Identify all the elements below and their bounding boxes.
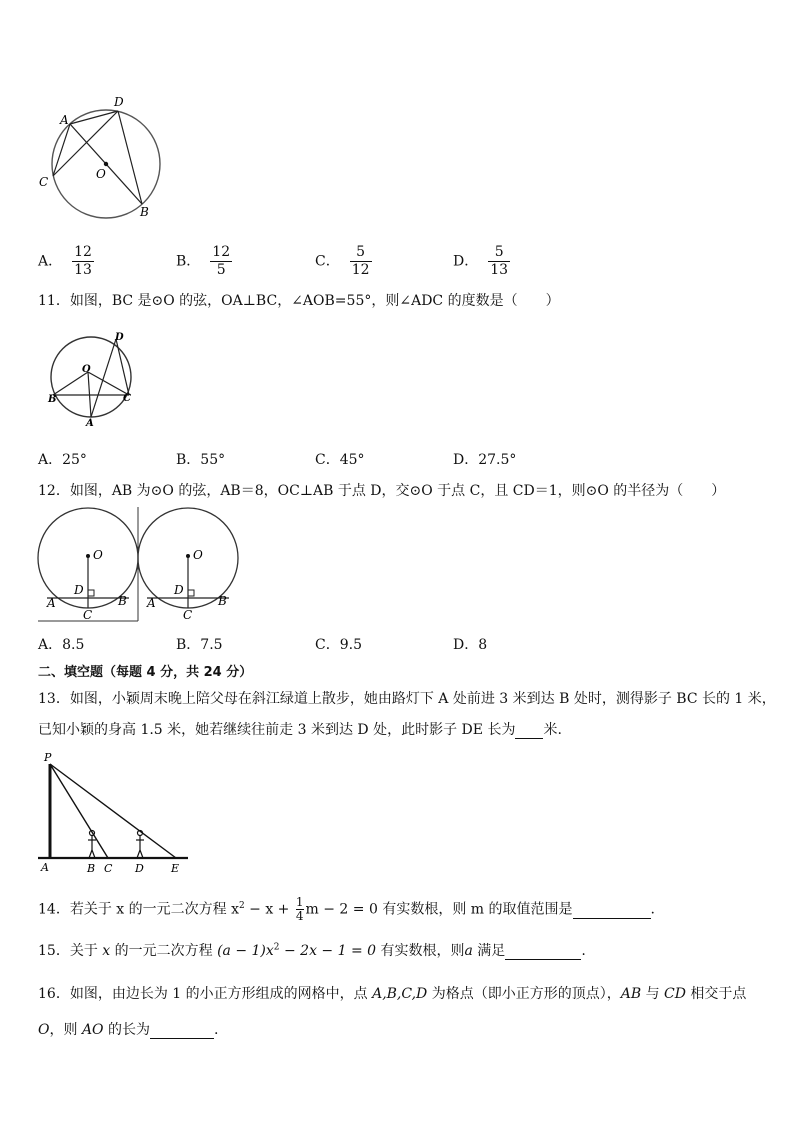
label-c: C	[39, 175, 49, 189]
left-label-d: D	[74, 583, 84, 597]
q11-option-a[interactable]: A．25°	[38, 452, 87, 468]
ray-pe	[50, 764, 176, 858]
denominator: 13	[490, 262, 509, 278]
label-d: D	[115, 332, 124, 343]
q11-circle-figure	[44, 330, 144, 430]
q15-exponent: 2	[273, 942, 280, 953]
q16-answer-blank[interactable]	[150, 1022, 214, 1039]
q10-option-d[interactable]	[453, 244, 510, 279]
segment-ob	[53, 372, 88, 395]
q13-unit: 米.	[543, 722, 562, 738]
section-heading-fill-in: 二、填空题（每题 4 分，共 24 分）	[38, 665, 253, 680]
q16-period: .	[213, 1022, 219, 1038]
option-letter: C．	[315, 253, 340, 270]
q15-var-a: a	[464, 943, 473, 959]
q12-option-c[interactable]: C．9.5	[315, 637, 362, 653]
q11-option-c[interactable]: C．45°	[315, 452, 365, 468]
left-label-b: B	[118, 594, 127, 608]
q13-lamp-figure	[36, 750, 196, 875]
label-a: A	[60, 113, 69, 127]
label-o: O	[82, 364, 91, 375]
q12-figure	[34, 505, 244, 625]
label-b: B	[48, 394, 57, 405]
q14-eq-end: m − 2 = 0	[305, 901, 378, 918]
right-label-o: O	[193, 548, 203, 562]
fraction	[350, 244, 372, 279]
label-d: D	[135, 862, 144, 875]
right-label-a: A	[147, 596, 156, 610]
q16-text6: 的长为	[103, 1022, 150, 1038]
q14-prefix: 14．若关于 x 的一元二次方程	[38, 901, 232, 918]
q14-period: .	[650, 901, 655, 918]
denominator: 5	[216, 262, 226, 278]
label-o: O	[96, 167, 106, 181]
q16-ab: AB	[620, 986, 642, 1002]
segment-dc	[116, 339, 129, 395]
q14-question	[38, 896, 655, 923]
option-letter: B．	[176, 253, 201, 270]
right-right-angle	[188, 590, 194, 596]
q13-line1: 13．如图，小颖周末晚上陪父母在斜江绿道上散步，她由路灯下 A 处前进 3 米到达 B 处时，测得影子 BC 长的 1 米，	[38, 691, 776, 707]
numerator: 12	[74, 244, 92, 260]
q15-period: .	[581, 943, 586, 959]
q13-line2	[38, 719, 562, 739]
q14-exponent: 2	[238, 900, 245, 911]
option-letter: D．	[453, 253, 479, 270]
q16-text5: ，则	[49, 1022, 82, 1038]
q10-option-a[interactable]	[38, 244, 94, 279]
denominator: 4	[295, 909, 304, 923]
numerator: 1	[295, 895, 304, 909]
label-c: C	[104, 862, 113, 875]
right-center	[186, 554, 190, 558]
left-center	[86, 554, 90, 558]
q15-eq-rest: − 2x − 1 = 0	[279, 943, 377, 959]
left-label-o: O	[93, 548, 103, 562]
q14-eq-mid: − x +	[244, 901, 294, 918]
q16-line2	[38, 1019, 218, 1039]
right-label-b: B	[218, 594, 227, 608]
q14-fraction	[296, 896, 304, 923]
denominator: 12	[351, 262, 370, 278]
q16-o: O	[38, 1022, 50, 1038]
label-d: D	[114, 95, 124, 109]
q16-cd: CD	[664, 986, 686, 1002]
q15-prefix: 15．关于	[38, 943, 103, 959]
q16-text1: 16．如图，由边长为 1 的小正方形组成的网格中，点	[38, 986, 373, 1002]
label-b: B	[140, 205, 149, 219]
ray-pc	[50, 764, 108, 858]
q15-mid: 的一元二次方程	[110, 943, 218, 959]
q16-text3: 与	[641, 986, 665, 1002]
q15-post2: 满足	[472, 943, 506, 959]
q14-eq-x: x	[231, 901, 239, 918]
left-right-angle	[88, 590, 94, 596]
q15-answer-blank[interactable]	[505, 943, 581, 960]
q11-option-b[interactable]: B．55°	[176, 452, 226, 468]
q16-ao: AO	[81, 1022, 104, 1038]
fraction	[488, 244, 510, 279]
q16-points: A,B,C,D	[372, 986, 428, 1002]
q16-text2: 为格点（即小正方形的顶点），	[427, 986, 621, 1002]
person-at-d	[136, 831, 144, 859]
denominator: 13	[74, 262, 92, 278]
q11-question: 11．如图，BC 是⊙O 的弦，OA⊥BC，∠AOB=55°，则∠ADC 的度数是（ ）	[38, 293, 560, 309]
numerator: 12	[212, 244, 231, 260]
right-label-d: D	[174, 583, 184, 597]
q15-post: 有实数根，则	[376, 943, 465, 959]
center-dot	[104, 162, 108, 166]
q15-var-x: x	[102, 943, 111, 959]
segment-ad	[91, 339, 116, 417]
label-a: A	[86, 418, 94, 429]
label-b: B	[87, 862, 96, 875]
q13-answer-blank[interactable]	[515, 722, 543, 739]
q12-question: 12．如图，AB 为⊙O 的弦，AB＝8，OC⊥AB 于点 D，交⊙O 于点 C，且 CD＝1，则⊙O 的半径为（ ）	[38, 483, 726, 499]
segment-oc	[88, 372, 129, 395]
numerator: 5	[350, 244, 372, 262]
label-p: P	[44, 751, 52, 764]
q14-suffix: 有实数根，则 m 的取值范围是	[377, 901, 573, 918]
numerator: 5	[488, 244, 510, 262]
q11-option-d[interactable]: D．27.5°	[453, 452, 517, 468]
q13-text: 已知小颖的身高 1.5 米，她若继续往前走 3 米到达 D 处，此时影子 DE 长为	[38, 722, 516, 738]
label-a: A	[41, 861, 49, 874]
q16-line1	[38, 983, 746, 1003]
q14-answer-blank[interactable]	[573, 902, 651, 919]
label-c: C	[123, 393, 131, 404]
label-e: E	[171, 862, 180, 875]
option-letter: A．	[38, 253, 63, 270]
q15-eq: (a − 1)x	[217, 943, 274, 959]
fraction	[72, 244, 94, 279]
q15-question	[38, 940, 586, 960]
q12-option-b[interactable]: B．7.5	[176, 637, 223, 653]
circle-o	[51, 337, 131, 417]
person-at-b	[88, 831, 96, 859]
left-label-a: A	[47, 596, 56, 610]
fraction	[210, 244, 232, 279]
q16-text4: 相交于点	[685, 986, 747, 1002]
left-label-c: C	[83, 608, 93, 622]
q10-option-c[interactable]	[315, 244, 372, 279]
q10-option-b[interactable]	[176, 244, 232, 279]
q12-option-d[interactable]: D．8	[453, 637, 488, 653]
q12-option-a[interactable]: A．8.5	[38, 637, 85, 653]
q10-circle-figure	[34, 92, 169, 222]
right-label-c: C	[183, 608, 193, 622]
